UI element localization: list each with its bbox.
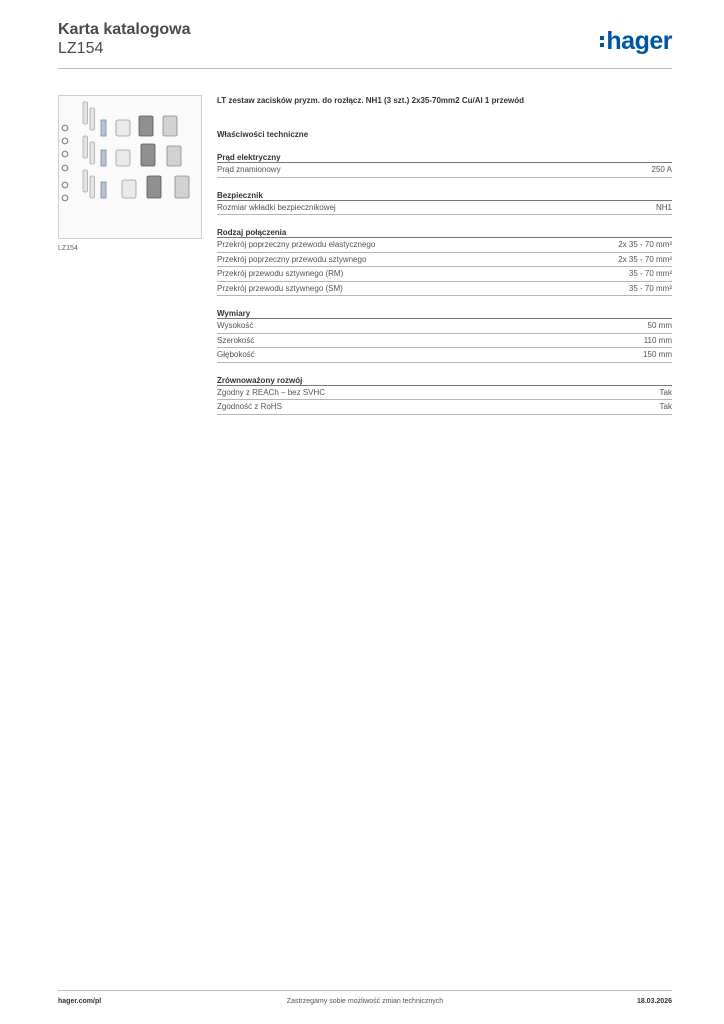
footer-divider [58, 990, 672, 991]
property-label: Prąd znamionowy [217, 165, 281, 174]
property-row [217, 319, 672, 334]
property-row [217, 267, 672, 282]
property-value: 35 - 70 mm² [628, 283, 672, 293]
property-row [217, 334, 672, 349]
property-label: Zgodny z REACh – bez SVHC [217, 387, 326, 397]
property-row [217, 400, 672, 415]
property-label: Zgodność z RoHS [217, 402, 282, 411]
property-row [217, 163, 672, 178]
property-label: Głębokość [217, 350, 255, 359]
property-label: Szerokość [217, 335, 255, 345]
property-group [217, 227, 672, 296]
property-value: 50 mm [647, 321, 672, 330]
footer-disclaimer: Zastrzegamy sobie możliwość zmian technicznych [286, 998, 444, 1005]
property-value: 250 A [651, 165, 672, 174]
property-label: Rozmiar wkładki bezpiecznikowej [217, 202, 336, 212]
property-value: 150 mm [643, 350, 672, 359]
property-group [217, 152, 672, 178]
property-group [217, 308, 672, 363]
property-value: NH1 [655, 202, 672, 212]
property-group-title: Zrównoważony rozwój [217, 375, 672, 386]
product-image [58, 95, 202, 239]
property-group [217, 375, 672, 415]
property-group-title: Bezpiecznik [217, 190, 672, 201]
page-header [58, 20, 672, 70]
logo-text: hager [606, 27, 672, 55]
property-value: Tak [659, 387, 672, 397]
property-group-title: Prąd elektryczny [217, 152, 672, 163]
hager-logo [600, 28, 672, 54]
property-label: Przekrój przewodu sztywnego (RM) [217, 269, 344, 278]
image-caption: LZ154 [58, 245, 78, 252]
property-value: 2x 35 - 70 mm² [618, 254, 672, 264]
property-groups [217, 152, 672, 415]
property-label: Przekrój poprzeczny przewodu sztywnego [217, 254, 367, 264]
property-row [217, 201, 672, 216]
property-value: 35 - 70 mm² [628, 269, 672, 278]
property-row [217, 282, 672, 297]
document-title: Karta katalogowa [58, 21, 191, 38]
footer-date: 18.03.2026 [636, 998, 672, 1005]
property-value: 110 mm [643, 335, 672, 345]
property-value: Tak [659, 402, 672, 411]
property-group [217, 190, 672, 216]
property-value: 2x 35 - 70 mm² [618, 240, 672, 249]
terminal-kit-illustration [59, 96, 201, 238]
logo-dots-icon [600, 36, 604, 47]
property-group-title: Wymiary [217, 308, 672, 319]
property-row [217, 238, 672, 253]
footer-website: hager.com/pl [58, 998, 102, 1005]
properties-heading: Właściwości techniczne [217, 130, 309, 139]
property-group-title: Rodzaj połączenia [217, 227, 672, 238]
property-row [217, 253, 672, 268]
property-row [217, 386, 672, 401]
datasheet-content [217, 96, 672, 415]
property-label: Przekrój przewodu sztywnego (SM) [217, 283, 343, 293]
property-row [217, 348, 672, 363]
product-description: LT zestaw zacisków pryzm. do rozłącz. NH1 (3 szt.) 2x35-70mm2 Cu/Al 1 przewód [217, 96, 525, 105]
property-label: Przekrój poprzeczny przewodu elastycznego [217, 240, 376, 249]
product-code: LZ154 [58, 40, 104, 57]
property-label: Wysokość [217, 321, 254, 330]
header-divider [58, 68, 672, 69]
